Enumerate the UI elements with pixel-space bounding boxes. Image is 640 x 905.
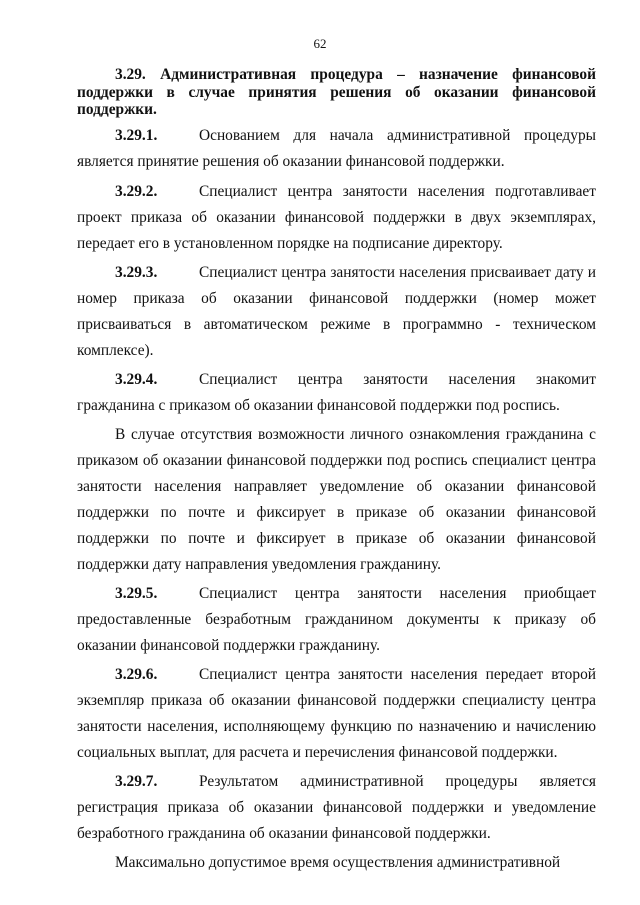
section-heading-number: 3.29. — [115, 66, 146, 83]
paragraph-3-29-4 — [77, 367, 596, 419]
paragraph-text: Специалист центра занятости населения подготавливает проект приказа об оказании финансовой поддержки в двух экземплярах, передает его в установленном порядке на подписание директору. — [77, 182, 596, 252]
section-heading — [77, 66, 596, 119]
paragraph-3-29-2 — [77, 179, 596, 257]
paragraph-number: 3.29.3. — [115, 263, 158, 281]
paragraph-number: 3.29.1. — [115, 126, 158, 144]
paragraph-number: 3.29.5. — [115, 584, 158, 602]
paragraph-max-time — [77, 850, 596, 876]
paragraph-number: 3.29.4. — [115, 370, 158, 388]
paragraph-text: Основанием для начала административной процедуры является принятие решения об оказании финансовой поддержки. — [77, 126, 596, 170]
paragraph-number: 3.29.6. — [115, 665, 158, 683]
paragraph-3-29-5 — [77, 581, 596, 659]
paragraph-3-29-6 — [77, 662, 596, 766]
paragraph-notification — [77, 422, 596, 578]
paragraph-text: Специалист центра занятости населения знакомит гражданина с приказом об оказании финансовой поддержки под роспись. — [77, 370, 596, 414]
paragraph-number: 3.29.7. — [115, 772, 158, 790]
page-number: 62 — [313, 36, 327, 51]
paragraph-3-29-7 — [77, 769, 596, 847]
paragraph-text: В случае отсутствия возможности личного ознакомления гражданина с приказом об оказании финансовой поддержки под роспись специалист центра занятости населения направляет уведомление об оказании финансовой поддержки по почте и фиксирует в приказе об оказании финансовой поддержки по почте и фиксирует в приказе об оказании финансовой поддержки дату направления уведомления гражданину. — [77, 425, 596, 573]
paragraph-3-29-1 — [77, 123, 596, 175]
paragraph-number: 3.29.2. — [115, 182, 158, 200]
section-heading-text: Административная процедура – назначение финансовой поддержки в случае принятия решения об оказании финансовой поддержки. — [77, 66, 596, 118]
paragraph-text: Максимально допустимое время осуществления административной — [115, 853, 561, 871]
document-body — [77, 66, 596, 879]
paragraph-text: Специалист центра занятости населения присваивает дату и номер приказа об оказании финансовой поддержки (номер может присваиваться в автоматическом режиме в программно - техническом комплексе). — [77, 263, 596, 359]
paragraph-text: Результатом административной процедуры является регистрация приказа об оказании финансовой поддержки и уведомление безработного гражданина об оказании финансовой поддержки. — [77, 772, 596, 842]
paragraph-text: Специалист центра занятости населения приобщает предоставленные безработным гражданином документы к приказу об оказании финансовой поддержки гражданину. — [77, 584, 596, 654]
paragraph-3-29-3 — [77, 260, 596, 364]
paragraph-text: Специалист центра занятости населения передает второй экземпляр приказа об оказании финансовой поддержки специалисту центра занятости населения, исполняющему функцию по назначению и начислению социальных выплат, для расчета и перечисления финансовой поддержки. — [77, 665, 596, 761]
